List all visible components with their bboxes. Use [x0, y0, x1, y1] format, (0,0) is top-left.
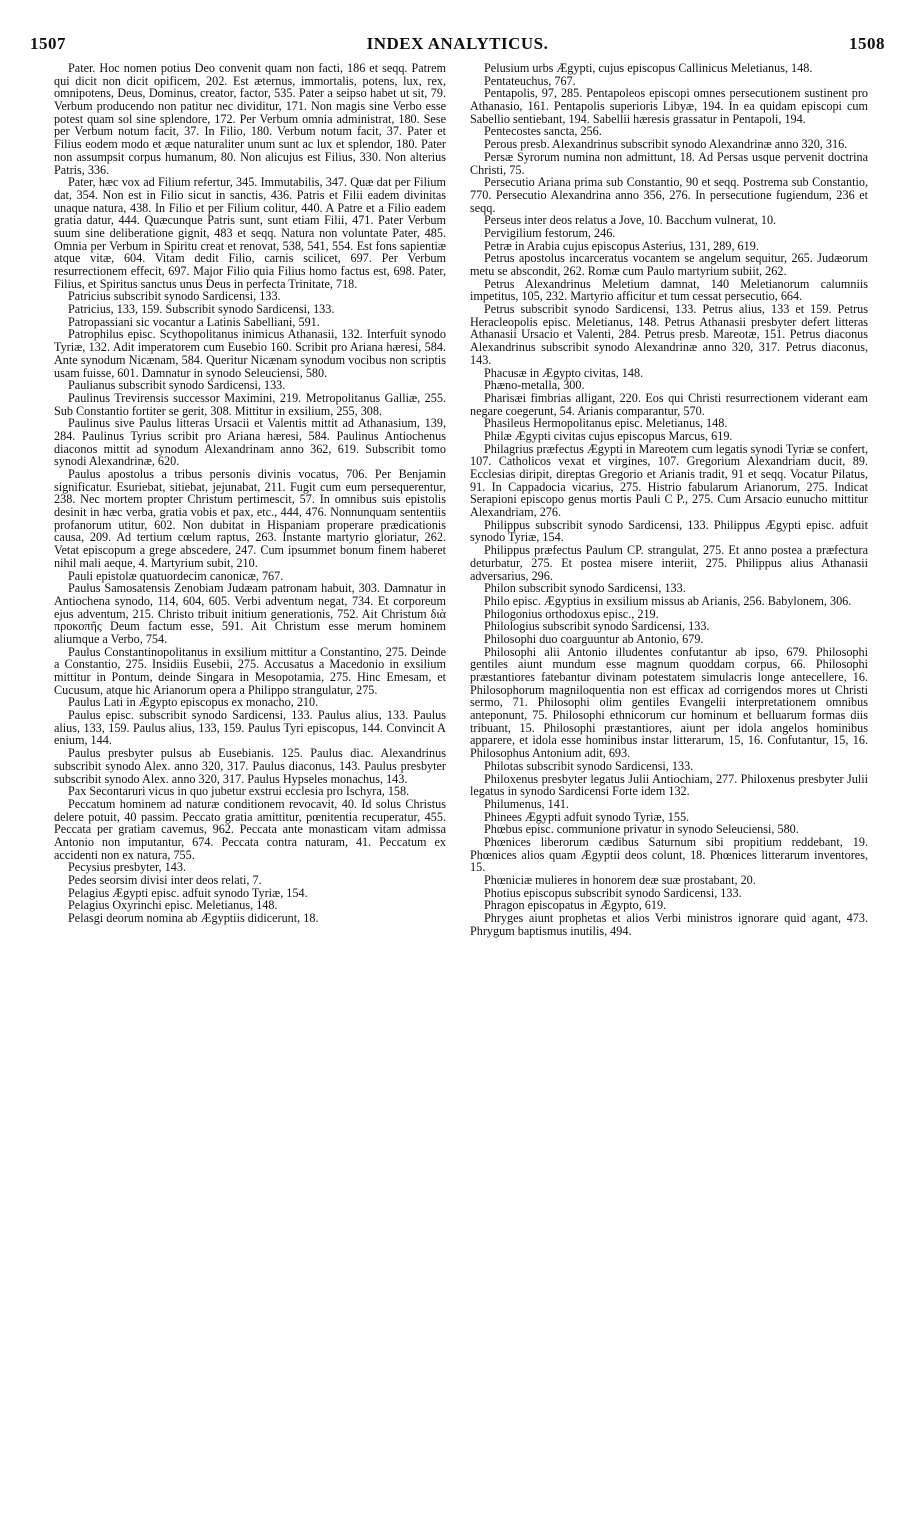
index-entry: Pedes seorsim divisi inter deos relati, 7.: [68, 873, 262, 887]
index-entry: Patricius subscribit synodo Sardicensi, 133.: [68, 289, 281, 304]
index-entry: Paulus Lati in Ægypto episcopus ex monacho, 210.: [68, 695, 319, 710]
page-number-right: 1508: [849, 34, 885, 53]
index-entry: Paulianus subscribit synodo Sardicensi, 133.: [68, 378, 286, 393]
index-entry: Philogonius orthodoxus episc., 219.: [484, 606, 659, 621]
index-entry: Photius episcopus subscribit synodo Sardicensi, 133.: [484, 885, 742, 900]
index-entry: Philosophi duo coarguuntur ab Antonio, 679.: [484, 631, 704, 646]
page-header: [30, 34, 885, 56]
index-entry: Pecysius presbyter, 143.: [68, 860, 186, 875]
index-entry: Paulus presbyter pulsus ab Eusebianis. 125. Paulus diac. Alexandrinus subscribit synodo Alex. anno 320, 317. Paulus diaconus, 143. Paulus presbyter subscribit synodo Alex. anno 320, 317. Paulus Hypseles monachus, 143.: [54, 746, 446, 786]
index-entry: Petrus Alexandrinus Meletium damnat, 140 Meletianorum calumniis impetitus, 105, 232. Martyrio afficitur et tum cessat persecutio, 664.: [470, 276, 868, 304]
index-entry: Pelagius Oxyrinchi episc. Meletianus, 148.: [68, 898, 278, 913]
index-entry: Peccatum hominem ad naturæ conditionem revocavit, 40. Id solus Christus delere potuit, 40 passim. Peccato gratia amittitur, pœnitentia recuperatur, 455. Peccata per gratiam cavemus, 962. Peccata ante monasticam vitam admissa Antonio non imputantur, 674. Peccata contra naturam, 41. Peccatum ex accidenti non ex natura, 755.: [54, 796, 446, 862]
index-entry: Petræ in Arabia cujus episcopus Asterius, 131, 289, 619.: [484, 238, 759, 253]
index-entry: Persæ Syrorum numina non admittunt, 18. Ad Persas usque pervenit doctrina Christi, 75.: [470, 149, 868, 177]
index-entry: Pater. Hoc nomen potius Deo convenit quam non facti, 186 et seqq. Patrem qui dicit non dicit opificem, 202. Est æternus, immortalis, potens, lux, rex, omnipotens, Deus, Dominus, creator, factor, 535. Pater a seipso habet ut sit, 79. Verbum producendo non patitur nec dividitur, 171. Non magis sine Verbo esse potest quam sol sine splendore, 172. Per Verbum omnia administrat, 180. Sese per Verbum notum facit, 37. In Filio, 180. Verbum notum facit, 37. Pater et Filius eodem modo et æque naturaliter unum sunt ac lux et splendor, 180. Pater non assumpsit corpus humanum, 80. Non alicujus est Filius, 330. Non alterius Patris, 336.: [54, 62, 446, 177]
index-entry: Pharisæi fimbrias alligant, 220. Eos qui Christi resurrectionem viderant eam negare coegerunt, 54. Arianis comparantur, 570.: [470, 390, 868, 418]
index-entry: Pentateuchus, 767.: [484, 73, 576, 88]
index-entry: Petrus subscribit synodo Sardicensi, 133. Petrus alius, 133 et 159. Petrus Heracleopolis episc. Meletianus, 148. Petrus Athanasii presbyter defert litteras Athanasii Ursacio et Valenti, 284. Petrus presb. Mareotæ, 151. Petrus diaconus Alexandrinus subscribit synodo Alexandrinæ anno 320, 317. Petrus diaconus, 143.: [470, 302, 868, 367]
index-entry: Phryges aiunt prophetas et alios Verbi ministros ignorare quid agant, 473. Phrygum baptismus inutilis, 494.: [470, 911, 868, 938]
index-entry: Paulus Constantinopolitanus in exsilium mittitur a Constantino, 275. Deinde a Constantio, 275. Insidiis Eusebii, 275. Accusatus a Macedonio in exsilium mittitur in Pontum, deinde Singara in Mesopotamia, 275. Hinc Emesam, et Cucusum, atque hic Arianorum opera a Philippo strangulatur, 275.: [54, 644, 446, 697]
index-entry: Phæno-metalla, 300.: [484, 378, 585, 393]
index-entry: Phinees Ægypti adfuit synodo Tyriæ, 155.: [484, 809, 690, 824]
index-entry: Pauli epistolæ quatuordecim canonicæ, 767.: [68, 568, 284, 583]
running-title: INDEX ANALYTICUS.: [366, 34, 549, 53]
index-entry: Philoxenus presbyter legatus Julii Antiochiam, 277. Philoxenus presbyter Julii legatus in synodo Sardicensi Forte idem 132.: [470, 771, 868, 799]
index-entry: Philæ Ægypti civitas cujus episcopus Marcus, 619.: [484, 428, 733, 443]
index-entry: Philologius subscribit synodo Sardicensi, 133.: [484, 619, 710, 634]
index-entry: Patricius, 133, 159. Subscribit synodo Sardicensi, 133.: [68, 302, 335, 317]
index-entry: Philippus subscribit synodo Sardicensi, 133. Philippus Ægypti episc. adfuit synodo Tyriæ, 154.: [470, 517, 868, 545]
index-entry: Philon subscribit synodo Sardicensi, 133.: [484, 581, 686, 596]
index-entry: Petrus apostolus incarceratus vocantem se angelum sequitur, 265. Judæorum metu se abscondit, 262. Romæ cum Paulo martyrium subiit, 262.: [470, 251, 868, 278]
index-entry: Phœniciæ mulieres in honorem deæ suæ prostabant, 20.: [484, 873, 756, 887]
index-entry: Pentapolis, 97, 285. Pentapoleos episcopi omnes persecutionem sustinent pro Athanasio, 161. Pentapolis superioris Libyæ, 194. In ea quidam episcopi cum Sabellio sentiebant, 194. Sabellii hæresis grassatur in Pentapoli, 194.: [470, 86, 868, 126]
index-entry: Pentecostes sancta, 256.: [484, 124, 602, 139]
index-entry: Phasileus Hermopolitanus episc. Meletianus, 148.: [484, 416, 728, 431]
index-entry: Paulus Samosatensis Zenobiam Judæam patronam habuit, 303. Damnatur in Antiochena synodo, 114, 604, 605. Verbi adventum negat, 734. Et corporeum ejus adventum, 215. Christo tribuit initium generationis, 752. Ait Christum διὰ προκοπῆς Deum factum esse, 591. Ait Christum esse merum hominem aliumque a Verbo, 754.: [54, 581, 446, 646]
index-entry: Paulinus Trevirensis successor Maximini, 219. Metropolitanus Galliæ, 255. Sub Constantio fortiter se gerit, 308. Mittitur in exsilium, 255, 308.: [54, 390, 446, 418]
index-entry: Pelusium urbs Ægypti, cujus episcopus Callinicus Meletianus, 148.: [484, 62, 813, 75]
index-entry: Phacusæ in Ægypto civitas, 148.: [484, 365, 644, 380]
page-number-left: 1507: [30, 34, 66, 53]
index-entry: Perous presb. Alexandrinus subscribit synodo Alexandrinæ anno 320, 316.: [484, 137, 848, 152]
index-entry: Phœbus episc. communione privatur in synodo Seleuciensi, 580.: [484, 822, 799, 837]
index-entry: Paulus episc. subscribit synodo Sardicensi, 133. Paulus alius, 133. Paulus alius, 133, 159. Paulus alius, 133, 159. Paulus Tyri episcopus, 144. Convincit A enium, 144.: [54, 708, 446, 748]
index-entry: Perseus inter deos relatus a Jove, 10. Bacchum vulnerat, 10.: [484, 213, 777, 228]
index-entry: Philotas subscribit synodo Sardicensi, 133.: [484, 758, 694, 773]
index-entry: Phragon episcopatus in Ægypto, 619.: [484, 898, 667, 913]
index-entry: Philo episc. Ægyptius in exsilium missus ab Arianis, 256. Babylonem, 306.: [484, 593, 852, 608]
index-entry: Pervigilium festorum, 246.: [484, 225, 616, 240]
index-column-right: [470, 62, 868, 1522]
index-entry: Paulinus sive Paulus litteras Ursacii et Valentis mittit ad Athanasium, 139, 284. Paulinus Tyrius scribit pro Ariana hæresi, 584. Paulinus Antiochenus diaconos mittit ad synodum Alexandrinam anno 362, 619. Subscribit tomo synodi Alexandrinæ, 620.: [54, 416, 446, 469]
index-entry: Pelagius Ægypti episc. adfuit synodo Tyriæ, 154.: [68, 885, 308, 900]
index-entry: Patrophilus episc. Scythopolitanus inimicus Athanasii, 132. Interfuit synodo Tyriæ, 132. Adit imperatorem cum Eusebio 160. Scribit pro Ariana hæresi, 584. Ante synodum Nicænam, 584. Queritur Nicænam synodum vocibus non scriptis usam fuisse, 601. Damnatur in synodo Seleuciensi, 580.: [54, 327, 446, 380]
index-entry: Paulus apostolus a tribus personis divinis vocatus, 706. Per Benjamin significatur. Esuriebat, sitiebat, jejunabat, 211. Fugit cum eum persequerentur, 238. Nec mortem propter Christum pertimescit, 57. In omnibus suis epistolis desinit in hæc verba, gratia vobis et pax, etc., 444, 476. Nonnunquam sententiis profanorum utitur, 602. Non dubitat in Hispaniam properare prædicationis causa, 209. Ad tertium cœlum raptus, 263. Instante martyrio gloriatur, 262. Vetat episcopum a grege abscedere, 247. Cum ipsummet bonum finem haberet nihil mali aeque, 4. Martyrium subit, 210.: [54, 467, 446, 570]
index-entry: Pater, hæc vox ad Filium refertur, 345. Immutabilis, 347. Quæ dat per Filium dat, 354. Non est in Filio sicut in sanctis, 436. Patris et Filii eadem divinitas unaque natura, 438. In Filio et per Filium colitur, 440. A Patre et a Filio eadem gratia datur, 444. Quæcunque Patris sunt, sunt etiam Filii, 471. Pater Verbum suum sine deliberatione gignit, 483 et seqq. Natura non voluntate Pater, 485. Omnia per Verbum in Spiritu creat et renovat, 538, 541, 554. Est fons sapientiæ atque vitæ, 604. Vitam dedit Filio, carnis scilicet, 697. Per Verbum resurrectionem effecit, 697. Major Filio quia Filius homo factus est, 698. Pater, Filius, et Spiritus sanctus unus Deus in perfecta Trinitate, 718.: [54, 175, 446, 291]
index-entry: Philippus præfectus Paulum CP. strangulat, 275. Et anno postea a præfectura deturbatur, 275. Et postea misere interiit, 275. Philippus alius Athanasii adversarius, 296.: [470, 543, 868, 583]
index-entry: Patropassiani sic vocantur a Latinis Sabelliani, 591.: [68, 314, 320, 329]
index-entry: Philagrius præfectus Ægypti in Mareotem cum legatis synodi Tyriæ se confert, 107. Catholicos vexat et virgines, 107. Gregorium Alexandriam ducit, 89. Ecclesias diripit, direptas Gregorio et Arianis tradit, 91 et seqq. Vocatur Pilatus, 91. In Cappadocia vicarius, 275. Histrio fabularum Arianorum, 275. Indicat Serapioni episcopo genus mortis Pauli C P., 275. Cum Arsacio eunucho mittitur Alexandriam, 276.: [470, 441, 868, 520]
index-entry: Philosophi alii Antonio illudentes confutantur ab ipso, 679. Philosophi gentiles aiunt mundum esse magnum quoddam corpus, 66. Philosophi præstantiores fatebantur divinam potestatem simulacris longe antecellere, 16. Philosophorum magniloquentia non est efficax ad corrigendos mores ut Christi sermo, 71. Philosophi olim gentiles Evangelii interpretationem omnibus anteponunt, 75. Philosophi ethnicorum cur hominum et belluarum formas diis tribuant, 15. Philosophi præstantiores, aiunt per idola angelos hominibus apparere, et idola esse hominibus instar litterarum, 15, 16. Confutantur, 15, 16. Philosophus Antonium adit, 693.: [470, 644, 868, 761]
index-entry: Pelasgi deorum nomina ab Ægyptiis didicerunt, 18.: [68, 911, 319, 926]
index-entry: Philumenus, 141.: [484, 796, 569, 811]
index-entry: Pax Secontaruri vicus in quo jubetur exstrui ecclesia pro Ischyra, 158.: [68, 784, 410, 799]
index-entry: Persecutio Ariana prima sub Constantio, 90 et seqq. Postrema sub Constantio, 770. Persecutio Alexandrina anno 356, 276. In persecutione fugiendum, 236 et seqq.: [470, 175, 868, 215]
index-column-left: [54, 62, 446, 1522]
index-entry: Phœnices liberorum cædibus Saturnum sibi propitium reddebant, 19. Phœnices alios quam Ægyptii deos colunt, 18. Phœnices litterarum inventores, 15.: [470, 834, 868, 875]
